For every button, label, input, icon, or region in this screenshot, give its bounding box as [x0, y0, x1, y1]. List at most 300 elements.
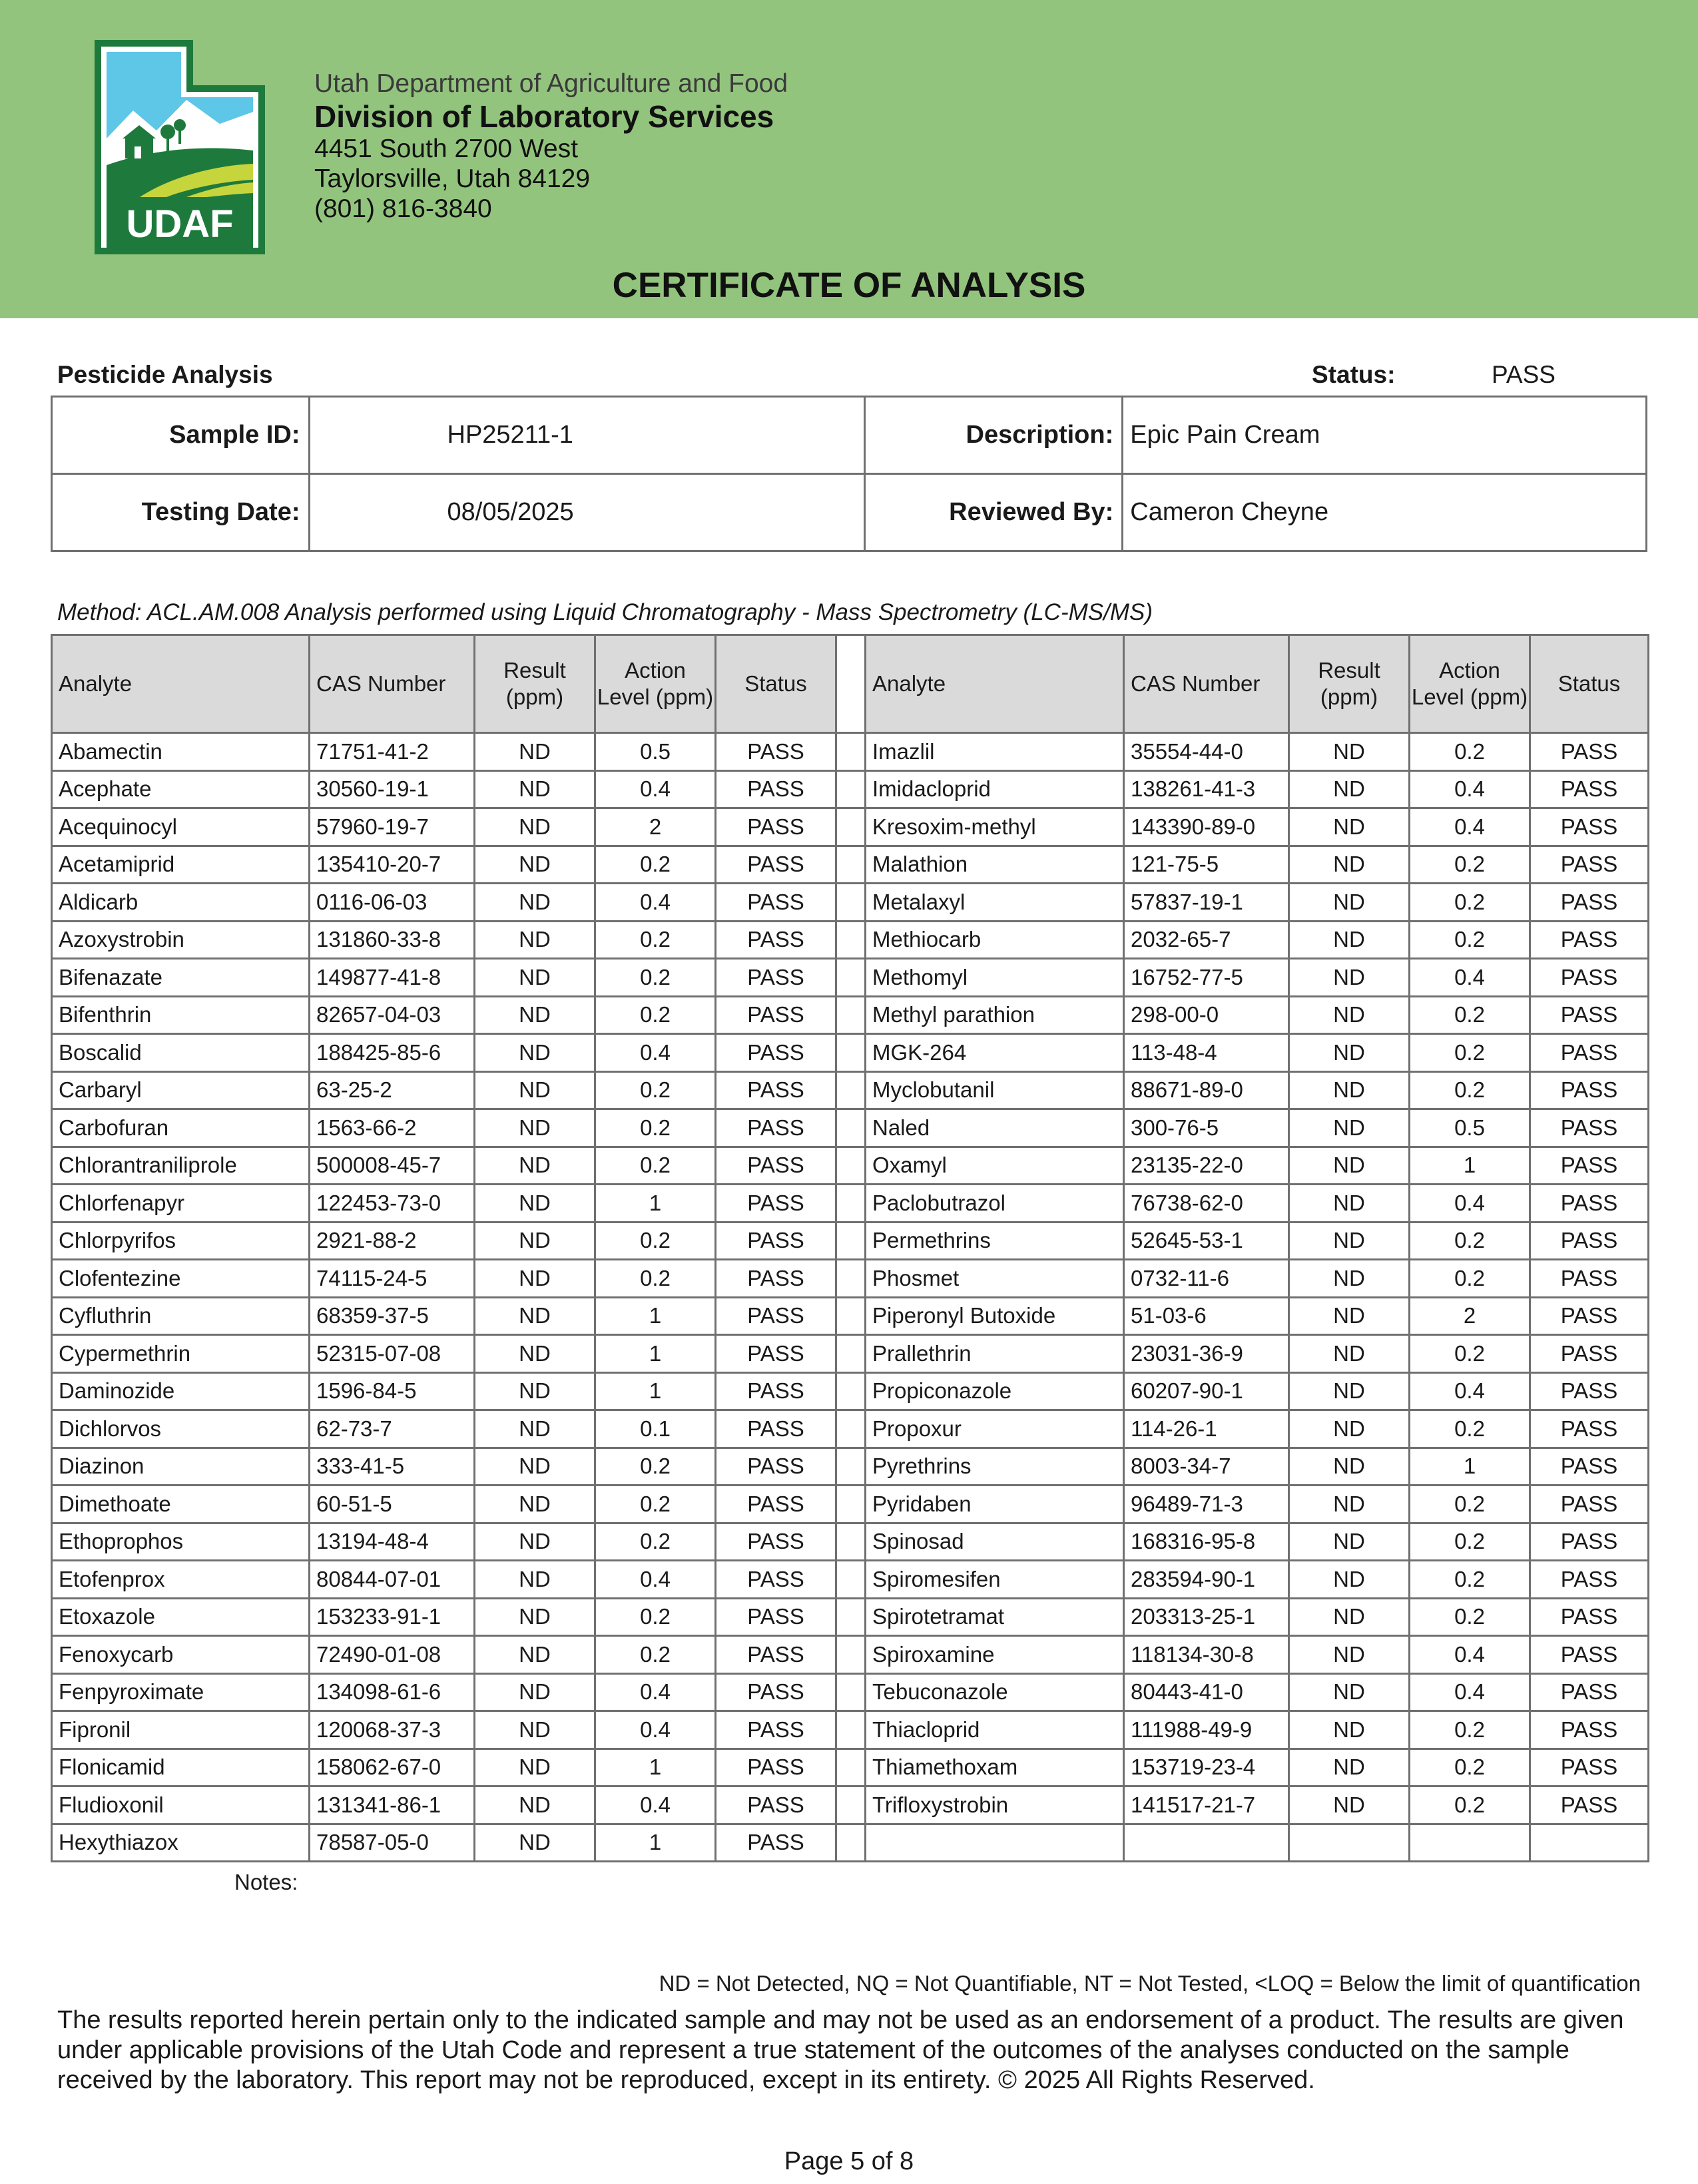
- left-analyte-cell: Bifenthrin: [52, 996, 310, 1034]
- right-cas-number-cell: 168316-95-8: [1124, 1523, 1289, 1561]
- left-action-level-cell: 0.4: [595, 1034, 716, 1072]
- right-analyte-cell: Phosmet: [866, 1260, 1124, 1298]
- column-gap: [836, 1372, 866, 1410]
- right-analyte-cell: Methyl parathion: [866, 996, 1124, 1034]
- left-result-cell: ND: [475, 1824, 595, 1862]
- left-cas-number-cell: 30560-19-1: [310, 770, 475, 808]
- right-analyte-cell: [866, 1824, 1124, 1862]
- right-action-level-cell: 0.2: [1410, 1598, 1530, 1636]
- right-status-cell: PASS: [1530, 1372, 1649, 1410]
- right-action-level-cell: 0.4: [1410, 1185, 1530, 1223]
- right-analyte-cell: Pyrethrins: [866, 1448, 1124, 1486]
- right-action-level-cell: 0.2: [1410, 1749, 1530, 1786]
- left-result-cell: ND: [475, 1297, 595, 1335]
- column-gap: [836, 1410, 866, 1448]
- right-result-cell: ND: [1289, 770, 1410, 808]
- right-action-level-cell: 0.2: [1410, 1561, 1530, 1599]
- left-analyte-cell: Fludioxonil: [52, 1786, 310, 1824]
- table-row: [52, 921, 1649, 959]
- right-analyte-cell: Thiamethoxam: [866, 1749, 1124, 1786]
- left-result-cell: ND: [475, 733, 595, 771]
- right-analyte-cell: Thiacloprid: [866, 1711, 1124, 1749]
- right-action-level-cell: 0.2: [1410, 1523, 1530, 1561]
- left-result-cell: ND: [475, 1636, 595, 1674]
- left-cas-number-cell: 68359-37-5: [310, 1297, 475, 1335]
- left-analyte-cell: Cyfluthrin: [52, 1297, 310, 1335]
- right-action-level-cell: 0.2: [1410, 1711, 1530, 1749]
- left-action-level-cell: 1: [595, 1335, 716, 1373]
- right-cas-number-cell: 57837-19-1: [1124, 884, 1289, 922]
- table-row: [52, 1185, 1649, 1223]
- left-cas-number-cell: 80844-07-01: [310, 1561, 475, 1599]
- right-action-level-cell: 0.2: [1410, 1410, 1530, 1448]
- certificate-title: CERTIFICATE OF ANALYSIS: [612, 266, 1086, 305]
- right-status-cell: PASS: [1530, 1410, 1649, 1448]
- left-analyte-cell: Hexythiazox: [52, 1824, 310, 1862]
- org-address-street: 4451 South 2700 West: [314, 135, 579, 163]
- table-row: [52, 1486, 1649, 1523]
- left-analyte-cell: Carbofuran: [52, 1109, 310, 1147]
- header-analyte: Analyte: [866, 635, 1124, 733]
- right-status-cell: PASS: [1530, 808, 1649, 846]
- right-result-cell: ND: [1289, 996, 1410, 1034]
- left-action-level-cell: 1: [595, 1185, 716, 1223]
- table-row: [52, 1636, 1649, 1674]
- right-result-cell: ND: [1289, 1523, 1410, 1561]
- right-status-cell: PASS: [1530, 1109, 1649, 1147]
- right-analyte-cell: Naled: [866, 1109, 1124, 1147]
- left-analyte-cell: Azoxystrobin: [52, 921, 310, 959]
- method-description: Method: ACL.AM.008 Analysis performed using Liquid Chromatography - Mass Spectrometry (LC-MS/MS): [57, 599, 1153, 625]
- right-status-cell: [1530, 1824, 1649, 1862]
- right-status-cell: PASS: [1530, 1147, 1649, 1185]
- left-analyte-cell: Daminozide: [52, 1372, 310, 1410]
- right-action-level-cell: 0.2: [1410, 1222, 1530, 1260]
- right-result-cell: ND: [1289, 1260, 1410, 1298]
- right-analyte-cell: Metalaxyl: [866, 884, 1124, 922]
- left-status-cell: PASS: [716, 884, 836, 922]
- right-cas-number-cell: 111988-49-9: [1124, 1711, 1289, 1749]
- reviewed-by-value: Cameron Cheyne: [1123, 474, 1647, 551]
- header-cas-number: CAS Number: [310, 635, 475, 733]
- right-analyte-cell: Propiconazole: [866, 1372, 1124, 1410]
- left-status-cell: PASS: [716, 1561, 836, 1599]
- right-result-cell: ND: [1289, 1034, 1410, 1072]
- notes-label: Notes:: [234, 1870, 298, 1894]
- left-cas-number-cell: 149877-41-8: [310, 959, 475, 997]
- left-analyte-cell: Chlorantraniliprole: [52, 1147, 310, 1185]
- left-cas-number-cell: 188425-85-6: [310, 1034, 475, 1072]
- column-gap: [836, 1335, 866, 1373]
- left-result-cell: ND: [475, 1448, 595, 1486]
- left-status-cell: PASS: [716, 959, 836, 997]
- section-title: Pesticide Analysis: [57, 361, 273, 388]
- column-gap: [836, 733, 866, 771]
- right-analyte-cell: Pyridaben: [866, 1486, 1124, 1523]
- left-analyte-cell: Ethoprophos: [52, 1523, 310, 1561]
- left-status-cell: PASS: [716, 1185, 836, 1223]
- right-status-cell: PASS: [1530, 1222, 1649, 1260]
- testing-date-label: Testing Date:: [52, 474, 310, 551]
- left-status-cell: PASS: [716, 1824, 836, 1862]
- right-status-cell: PASS: [1530, 921, 1649, 959]
- left-status-cell: PASS: [716, 808, 836, 846]
- column-gap: [836, 884, 866, 922]
- left-result-cell: ND: [475, 1711, 595, 1749]
- table-row: [52, 959, 1649, 997]
- left-cas-number-cell: 122453-73-0: [310, 1185, 475, 1223]
- left-analyte-cell: Carbaryl: [52, 1071, 310, 1109]
- left-analyte-cell: Cypermethrin: [52, 1335, 310, 1373]
- table-row: [52, 1673, 1649, 1711]
- column-gap: [836, 996, 866, 1034]
- right-cas-number-cell: 118134-30-8: [1124, 1636, 1289, 1674]
- right-result-cell: ND: [1289, 1486, 1410, 1523]
- left-cas-number-cell: 131341-86-1: [310, 1786, 475, 1824]
- overall-status-value: PASS: [1492, 361, 1556, 388]
- description-value: Epic Pain Cream: [1123, 397, 1647, 474]
- right-cas-number-cell: 298-00-0: [1124, 996, 1289, 1034]
- left-analyte-cell: Etofenprox: [52, 1561, 310, 1599]
- column-gap: [836, 1071, 866, 1109]
- table-row: [52, 846, 1649, 884]
- right-action-level-cell: 0.2: [1410, 1260, 1530, 1298]
- right-cas-number-cell: [1124, 1824, 1289, 1862]
- right-result-cell: ND: [1289, 1448, 1410, 1486]
- left-status-cell: PASS: [716, 1486, 836, 1523]
- left-action-level-cell: 0.2: [595, 996, 716, 1034]
- right-status-cell: PASS: [1530, 959, 1649, 997]
- left-status-cell: PASS: [716, 1260, 836, 1298]
- header-result: Result (ppm): [475, 635, 595, 733]
- right-cas-number-cell: 80443-41-0: [1124, 1673, 1289, 1711]
- left-action-level-cell: 0.2: [595, 1147, 716, 1185]
- table-row: [52, 1824, 1649, 1862]
- column-gap: [836, 1297, 866, 1335]
- left-result-cell: ND: [475, 1372, 595, 1410]
- left-status-cell: PASS: [716, 1636, 836, 1674]
- left-result-cell: ND: [475, 1071, 595, 1109]
- left-analyte-cell: Chlorpyrifos: [52, 1222, 310, 1260]
- right-cas-number-cell: 203313-25-1: [1124, 1598, 1289, 1636]
- right-action-level-cell: 0.2: [1410, 1071, 1530, 1109]
- svg-text:UDAF: UDAF: [126, 202, 234, 246]
- left-action-level-cell: 0.4: [595, 1711, 716, 1749]
- left-result-cell: ND: [475, 770, 595, 808]
- right-result-cell: [1289, 1824, 1410, 1862]
- left-action-level-cell: 0.4: [595, 770, 716, 808]
- right-analyte-cell: Imidacloprid: [866, 770, 1124, 808]
- right-result-cell: ND: [1289, 1185, 1410, 1223]
- left-analyte-cell: Chlorfenapyr: [52, 1185, 310, 1223]
- right-result-cell: ND: [1289, 1410, 1410, 1448]
- left-action-level-cell: 0.2: [595, 1222, 716, 1260]
- table-row: [52, 808, 1649, 846]
- right-status-cell: PASS: [1530, 1448, 1649, 1486]
- left-analyte-cell: Acequinocyl: [52, 808, 310, 846]
- right-action-level-cell: 0.2: [1410, 884, 1530, 922]
- column-gap: [836, 1636, 866, 1674]
- left-status-cell: PASS: [716, 1598, 836, 1636]
- column-gap: [836, 846, 866, 884]
- table-row: [52, 1297, 1649, 1335]
- right-analyte-cell: Imazlil: [866, 733, 1124, 771]
- left-action-level-cell: 0.2: [595, 1636, 716, 1674]
- table-row: [52, 1109, 1649, 1147]
- table-row: [52, 1598, 1649, 1636]
- results-table: [51, 634, 1649, 1862]
- right-cas-number-cell: 113-48-4: [1124, 1034, 1289, 1072]
- column-gap: [836, 1185, 866, 1223]
- right-analyte-cell: Permethrins: [866, 1222, 1124, 1260]
- left-action-level-cell: 0.1: [595, 1410, 716, 1448]
- left-result-cell: ND: [475, 1523, 595, 1561]
- column-gap: [836, 1260, 866, 1298]
- header-action-level: Action Level (ppm): [1410, 635, 1530, 733]
- right-analyte-cell: Spiromesifen: [866, 1561, 1124, 1599]
- right-result-cell: ND: [1289, 959, 1410, 997]
- org-division: Division of Laboratory Services: [314, 99, 774, 134]
- right-action-level-cell: 0.4: [1410, 1673, 1530, 1711]
- right-result-cell: ND: [1289, 1711, 1410, 1749]
- left-status-cell: PASS: [716, 1711, 836, 1749]
- right-result-cell: ND: [1289, 1109, 1410, 1147]
- left-analyte-cell: Flonicamid: [52, 1749, 310, 1786]
- left-action-level-cell: 2: [595, 808, 716, 846]
- left-analyte-cell: Acetamiprid: [52, 846, 310, 884]
- left-result-cell: ND: [475, 1147, 595, 1185]
- left-result-cell: ND: [475, 1222, 595, 1260]
- right-cas-number-cell: 0732-11-6: [1124, 1260, 1289, 1298]
- column-gap: [836, 1673, 866, 1711]
- left-action-level-cell: 0.5: [595, 733, 716, 771]
- right-analyte-cell: Malathion: [866, 846, 1124, 884]
- right-analyte-cell: Methomyl: [866, 959, 1124, 997]
- column-gap: [836, 921, 866, 959]
- table-row: [52, 733, 1649, 771]
- right-cas-number-cell: 8003-34-7: [1124, 1448, 1289, 1486]
- right-analyte-cell: Propoxur: [866, 1410, 1124, 1448]
- left-analyte-cell: Bifenazate: [52, 959, 310, 997]
- right-action-level-cell: 0.4: [1410, 959, 1530, 997]
- results-header-row: [52, 635, 1649, 733]
- left-cas-number-cell: 60-51-5: [310, 1486, 475, 1523]
- right-status-cell: PASS: [1530, 884, 1649, 922]
- left-status-cell: PASS: [716, 1071, 836, 1109]
- left-cas-number-cell: 153233-91-1: [310, 1598, 475, 1636]
- left-action-level-cell: 0.2: [595, 959, 716, 997]
- left-analyte-cell: Aldicarb: [52, 884, 310, 922]
- left-action-level-cell: 0.2: [595, 1448, 716, 1486]
- right-cas-number-cell: 283594-90-1: [1124, 1561, 1289, 1599]
- left-status-cell: PASS: [716, 1109, 836, 1147]
- right-result-cell: ND: [1289, 1372, 1410, 1410]
- right-status-cell: PASS: [1530, 1711, 1649, 1749]
- table-row: [52, 1335, 1649, 1373]
- right-result-cell: ND: [1289, 1297, 1410, 1335]
- right-cas-number-cell: 23135-22-0: [1124, 1147, 1289, 1185]
- left-result-cell: ND: [475, 1335, 595, 1373]
- right-cas-number-cell: 96489-71-3: [1124, 1486, 1289, 1523]
- right-result-cell: ND: [1289, 1786, 1410, 1824]
- testing-date-value: 08/05/2025: [309, 474, 864, 551]
- right-result-cell: ND: [1289, 846, 1410, 884]
- left-result-cell: ND: [475, 1260, 595, 1298]
- left-action-level-cell: 0.4: [595, 884, 716, 922]
- column-gap: [836, 1486, 866, 1523]
- sample-id-label: Sample ID:: [52, 397, 310, 474]
- table-row: [52, 1071, 1649, 1109]
- left-cas-number-cell: 57960-19-7: [310, 808, 475, 846]
- left-analyte-cell: Acephate: [52, 770, 310, 808]
- right-action-level-cell: 0.2: [1410, 733, 1530, 771]
- column-gap: [836, 1786, 866, 1824]
- left-status-cell: PASS: [716, 1749, 836, 1786]
- column-gap: [836, 1598, 866, 1636]
- left-status-cell: PASS: [716, 1410, 836, 1448]
- left-status-cell: PASS: [716, 733, 836, 771]
- left-action-level-cell: 0.4: [595, 1673, 716, 1711]
- right-analyte-cell: Spirotetramat: [866, 1598, 1124, 1636]
- left-analyte-cell: Clofentezine: [52, 1260, 310, 1298]
- sample-id-value: HP25211-1: [309, 397, 864, 474]
- column-gap: [836, 1561, 866, 1599]
- description-label: Description:: [864, 397, 1123, 474]
- left-cas-number-cell: 333-41-5: [310, 1448, 475, 1486]
- right-analyte-cell: Trifloxystrobin: [866, 1786, 1124, 1824]
- table-row: [52, 770, 1649, 808]
- left-action-level-cell: 0.2: [595, 1071, 716, 1109]
- left-status-cell: PASS: [716, 996, 836, 1034]
- left-result-cell: ND: [475, 1598, 595, 1636]
- left-cas-number-cell: 2921-88-2: [310, 1222, 475, 1260]
- right-action-level-cell: [1410, 1824, 1530, 1862]
- left-cas-number-cell: 158062-67-0: [310, 1749, 475, 1786]
- right-cas-number-cell: 114-26-1: [1124, 1410, 1289, 1448]
- left-result-cell: ND: [475, 808, 595, 846]
- right-cas-number-cell: 16752-77-5: [1124, 959, 1289, 997]
- right-analyte-cell: Spiroxamine: [866, 1636, 1124, 1674]
- right-analyte-cell: Prallethrin: [866, 1335, 1124, 1373]
- left-analyte-cell: Etoxazole: [52, 1598, 310, 1636]
- org-phone: (801) 816-3840: [314, 194, 492, 223]
- info-row-sample: [52, 397, 1647, 474]
- left-analyte-cell: Diazinon: [52, 1448, 310, 1486]
- right-result-cell: ND: [1289, 733, 1410, 771]
- left-result-cell: ND: [475, 996, 595, 1034]
- left-analyte-cell: Fenpyroximate: [52, 1673, 310, 1711]
- column-gap: [836, 770, 866, 808]
- header-cas-number: CAS Number: [1124, 635, 1289, 733]
- right-action-level-cell: 0.2: [1410, 1786, 1530, 1824]
- left-status-cell: PASS: [716, 1372, 836, 1410]
- left-analyte-cell: Abamectin: [52, 733, 310, 771]
- left-status-cell: PASS: [716, 1673, 836, 1711]
- left-cas-number-cell: 13194-48-4: [310, 1523, 475, 1561]
- right-result-cell: ND: [1289, 1636, 1410, 1674]
- right-status-cell: PASS: [1530, 1636, 1649, 1674]
- table-row: [52, 996, 1649, 1034]
- column-gap: [836, 1147, 866, 1185]
- right-action-level-cell: 0.4: [1410, 1636, 1530, 1674]
- left-result-cell: ND: [475, 846, 595, 884]
- right-analyte-cell: Kresoxim-methyl: [866, 808, 1124, 846]
- right-cas-number-cell: 51-03-6: [1124, 1297, 1289, 1335]
- right-cas-number-cell: 60207-90-1: [1124, 1372, 1289, 1410]
- right-action-level-cell: 2: [1410, 1297, 1530, 1335]
- left-cas-number-cell: 74115-24-5: [310, 1260, 475, 1298]
- right-result-cell: ND: [1289, 1222, 1410, 1260]
- right-status-cell: PASS: [1530, 1297, 1649, 1335]
- org-address-city: Taylorsville, Utah 84129: [314, 164, 591, 193]
- right-cas-number-cell: 88671-89-0: [1124, 1071, 1289, 1109]
- left-cas-number-cell: 62-73-7: [310, 1410, 475, 1448]
- left-analyte-cell: Boscalid: [52, 1034, 310, 1072]
- right-status-cell: PASS: [1530, 1260, 1649, 1298]
- left-cas-number-cell: 120068-37-3: [310, 1711, 475, 1749]
- right-status-cell: PASS: [1530, 733, 1649, 771]
- header-analyte: Analyte: [52, 635, 310, 733]
- left-cas-number-cell: 1563-66-2: [310, 1109, 475, 1147]
- left-result-cell: ND: [475, 1034, 595, 1072]
- left-result-cell: ND: [475, 1410, 595, 1448]
- table-row: [52, 1410, 1649, 1448]
- right-result-cell: ND: [1289, 1335, 1410, 1373]
- table-row: [52, 1222, 1649, 1260]
- org-department: Utah Department of Agriculture and Food: [314, 69, 788, 98]
- right-result-cell: ND: [1289, 921, 1410, 959]
- left-result-cell: ND: [475, 1786, 595, 1824]
- column-gap: [836, 959, 866, 997]
- left-status-cell: PASS: [716, 1147, 836, 1185]
- left-result-cell: ND: [475, 884, 595, 922]
- table-row: [52, 1147, 1649, 1185]
- sample-info-table: [51, 396, 1647, 552]
- right-status-cell: PASS: [1530, 1034, 1649, 1072]
- left-analyte-cell: Fenoxycarb: [52, 1636, 310, 1674]
- right-analyte-cell: Piperonyl Butoxide: [866, 1297, 1124, 1335]
- abbreviation-legend: ND = Not Detected, NQ = Not Quantifiable, NT = Not Tested, <LOQ = Below the limit of quantification: [659, 1971, 1641, 1996]
- reviewed-by-label: Reviewed By:: [864, 474, 1123, 551]
- right-action-level-cell: 0.2: [1410, 921, 1530, 959]
- right-analyte-cell: Paclobutrazol: [866, 1185, 1124, 1223]
- right-cas-number-cell: 143390-89-0: [1124, 808, 1289, 846]
- right-result-cell: ND: [1289, 808, 1410, 846]
- right-action-level-cell: 0.5: [1410, 1109, 1530, 1147]
- page-number: Page 5 of 8: [784, 2147, 914, 2175]
- column-gap: [836, 1448, 866, 1486]
- right-action-level-cell: 0.2: [1410, 996, 1530, 1034]
- left-action-level-cell: 0.2: [595, 1486, 716, 1523]
- table-row: [52, 1372, 1649, 1410]
- table-row: [52, 884, 1649, 922]
- right-analyte-cell: Spinosad: [866, 1523, 1124, 1561]
- right-action-level-cell: 0.2: [1410, 1034, 1530, 1072]
- left-status-cell: PASS: [716, 1786, 836, 1824]
- header-status: Status: [716, 635, 836, 733]
- table-row: [52, 1786, 1649, 1824]
- left-status-cell: PASS: [716, 921, 836, 959]
- right-status-cell: PASS: [1530, 1673, 1649, 1711]
- left-cas-number-cell: 0116-06-03: [310, 884, 475, 922]
- left-status-cell: PASS: [716, 1335, 836, 1373]
- left-status-cell: PASS: [716, 1523, 836, 1561]
- left-cas-number-cell: 135410-20-7: [310, 846, 475, 884]
- left-cas-number-cell: 134098-61-6: [310, 1673, 475, 1711]
- column-gap: [836, 1824, 866, 1862]
- right-cas-number-cell: 141517-21-7: [1124, 1786, 1289, 1824]
- left-cas-number-cell: 63-25-2: [310, 1071, 475, 1109]
